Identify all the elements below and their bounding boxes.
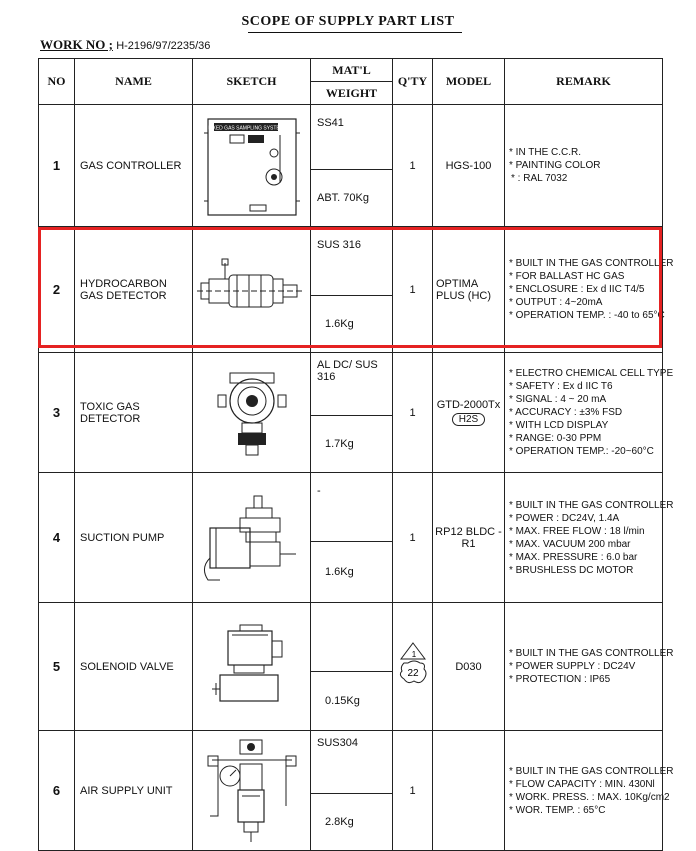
row-material: SUS304 [311, 731, 393, 794]
remark-line: * WITH LCD DISPLAY [509, 419, 662, 432]
remark-line: * MAX. PRESSURE : 6.0 bar [509, 551, 662, 564]
remark-line: * ENCLOSURE : Ex d IIC T4/5 [509, 283, 662, 296]
col-weight: WEIGHT [311, 82, 393, 105]
remark-line: * : RAL 7032 [509, 172, 662, 185]
row-remarks [505, 603, 674, 731]
header-row [39, 59, 663, 82]
col-model: MODEL [433, 59, 505, 105]
row-qty: 1 [393, 227, 433, 353]
row-name: SOLENOID VALVE [75, 603, 193, 731]
col-qty: Q'TY [393, 59, 433, 105]
row-weight: 1.6Kg [311, 542, 393, 603]
row-name: GAS CONTROLLER [75, 105, 193, 227]
table-row [39, 473, 663, 542]
remark-line: * OPERATION TEMP.: -20~60°C [509, 445, 662, 458]
col-mat: MAT'L [311, 59, 393, 82]
row-no: 2 [39, 227, 75, 353]
row-weight: ABT. 70Kg [311, 170, 393, 227]
row-qty: 1 [393, 353, 433, 473]
remark-line: * MAX. VACUUM 200 mbar [509, 538, 662, 551]
gas-controller-sketch [193, 105, 311, 227]
row-model: D030 [433, 603, 505, 731]
row-name: HYDROCARBON GAS DETECTOR [75, 227, 193, 353]
remark-line: * SAFETY : Ex d IIC T6 [509, 380, 662, 393]
row-name: TOXIC GAS DETECTOR [75, 353, 193, 473]
row-weight: 2.8Kg [311, 794, 393, 851]
row-qty: 1 [393, 105, 433, 227]
table-row [39, 353, 663, 416]
col-remark: REMARK [505, 59, 663, 105]
remark-line: * BRUSHLESS DC MOTOR [509, 564, 662, 577]
table-row [39, 603, 663, 672]
qty-value: 22 [406, 668, 419, 679]
table-row [39, 731, 663, 794]
row-model: OPTIMA PLUS (HC) [433, 227, 505, 353]
row-no: 1 [39, 105, 75, 227]
remark-line: * MAX. FREE FLOW : 18 l/min [509, 525, 662, 538]
row-qty: 1 [393, 473, 433, 603]
remark-line: * FLOW CAPACITY : MIN. 430Nl [509, 778, 662, 791]
remark-line: * ACCURACY : ±3% FSD [509, 406, 662, 419]
row-name: AIR SUPPLY UNIT [75, 731, 193, 851]
row-material: AL DC/ SUS 316 [311, 353, 393, 416]
row-model [433, 353, 505, 473]
row-no: 3 [39, 353, 75, 473]
remark-line: * IN THE C.C.R. [509, 146, 662, 159]
row-model [433, 731, 505, 851]
remark-line: * OPERATION TEMP. : -40 to 65°C [509, 309, 662, 322]
remark-line: * WOR. TEMP. : 65°C [509, 804, 662, 817]
row-remarks [505, 473, 674, 603]
work-number [40, 37, 210, 53]
row-weight: 0.15Kg [311, 672, 393, 731]
row-remarks [505, 731, 674, 851]
remark-line: * FOR BALLAST HC GAS [509, 270, 662, 283]
row-qty [393, 603, 433, 731]
remark-line: * OUTPUT : 4~20mA [509, 296, 662, 309]
parts-table [38, 58, 674, 851]
row-model: HGS-100 [433, 105, 505, 227]
row-material: SS41 [311, 105, 393, 170]
col-sketch: SKETCH [193, 59, 311, 105]
work-no-value: H-2196/97/2235/36 [116, 40, 211, 52]
model-gas-badge: H2S [452, 413, 485, 426]
row-material: SUS 316 [311, 227, 393, 296]
highlight-box [38, 227, 662, 348]
row-weight: 1.6Kg [311, 296, 393, 353]
remark-line: * PROTECTION : IP65 [509, 673, 662, 686]
col-no: NO [39, 59, 75, 105]
remark-line: * ELECTRO CHEMICAL CELL TYPE [509, 367, 662, 380]
remark-line: * BUILT IN THE GAS CONTROLLER [509, 647, 662, 660]
revision-marker: 1 [411, 650, 416, 659]
page-title: SCOPE OF SUPPLY PART LIST [241, 14, 455, 29]
suction-pump-sketch [193, 473, 311, 603]
title-underline [248, 32, 462, 33]
remark-line: * BUILT IN THE GAS CONTROLLER [509, 257, 662, 270]
remark-line: * RANGE: 0-30 PPM [509, 432, 662, 445]
remark-line: * POWER : DC24V, 1.4A [509, 512, 662, 525]
row-weight: 1.7Kg [311, 416, 393, 473]
row-no: 5 [39, 603, 75, 731]
row-name: SUCTION PUMP [75, 473, 193, 603]
row-material [311, 603, 393, 672]
work-no-label: WORK NO ; [40, 37, 113, 52]
model-name: GTD-2000Tx [436, 399, 501, 411]
sketch-label: FIXED GAS SAMPLING SYSTEM [207, 125, 284, 131]
row-no: 6 [39, 731, 75, 851]
remark-line: * WORK. PRESS. : MAX. 10Kg/cm2 [509, 791, 662, 804]
remark-line: * POWER SUPPLY : DC24V [509, 660, 662, 673]
air-supply-sketch [193, 731, 311, 851]
row-qty: 1 [393, 731, 433, 851]
row-no: 4 [39, 473, 75, 603]
row-material: - [311, 473, 393, 542]
row-remarks [505, 105, 663, 227]
col-name: NAME [75, 59, 193, 105]
row-remarks [505, 353, 674, 473]
remark-line: * SIGNAL : 4 ~ 20 mA [509, 393, 662, 406]
solenoid-valve-sketch [193, 603, 311, 731]
table-row [39, 105, 663, 170]
remark-line: * PAINTING COLOR [509, 159, 662, 172]
row-model: RP12 BLDC -R1 [433, 473, 505, 603]
remark-line: * BUILT IN THE GAS CONTROLLER [509, 499, 662, 512]
toxic-detector-sketch [193, 353, 311, 473]
remark-line: * BUILT IN THE GAS CONTROLLER [509, 765, 662, 778]
